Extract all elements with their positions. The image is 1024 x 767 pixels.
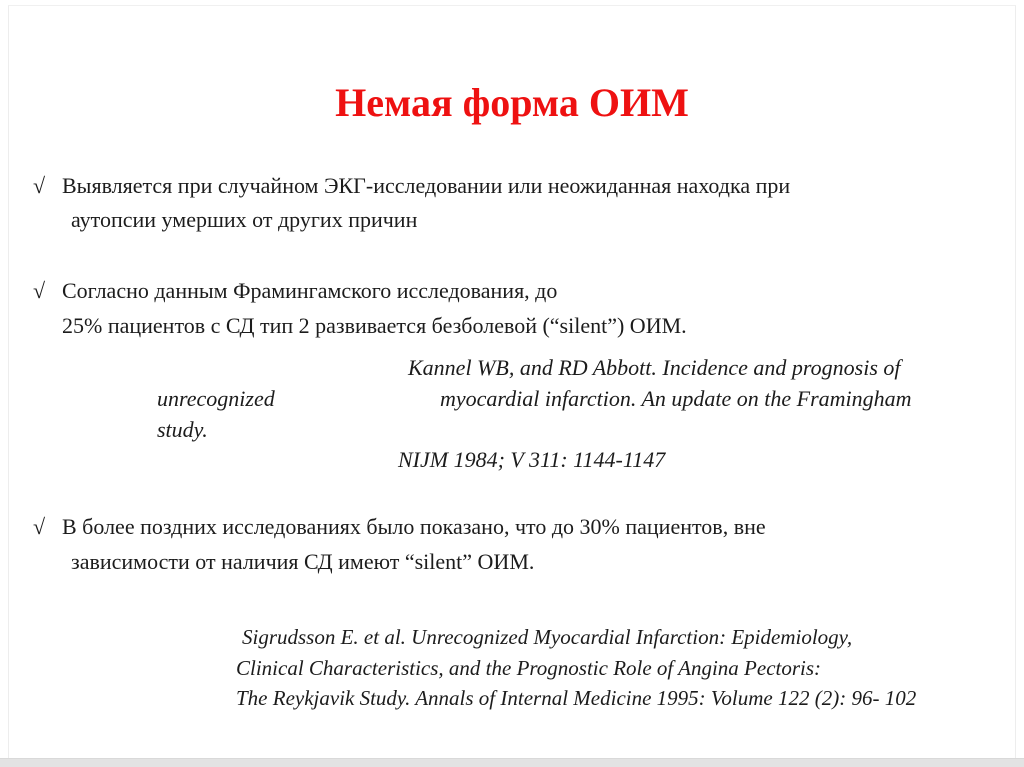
bullet-mark: √ [33,514,46,539]
bullet-2-line-1: Согласно данным Фрамингамского исследования, до [62,278,558,303]
citation-kannel-line-1: Kannel WB, and RD Abbott. Incidence and prognosis of [408,355,901,380]
citation-sigrudsson-line-3: The Reykjavik Study. Annals of Internal Medicine 1995: Volume 122 (2): 96- 102 [236,686,917,710]
page-title: Немая форма ОИМ [335,79,689,125]
citation-kannel-line-2a: unrecognized [157,386,275,411]
bullet-1-line-2: аутопсии умерших от других причин [71,207,418,232]
bullet-2-line-2: 25% пациентов с СД тип 2 развивается безболевой (“silent”) ОИМ. [62,313,687,338]
citation-kannel-line-4: NIJM 1984; V 311: 1144-1147 [398,447,666,472]
bottom-strip [0,758,1024,767]
bullet-3-line-1: В более поздних исследованиях было показано, что до 30% пациентов, вне [62,514,766,539]
bullet-1-line-1: Выявляется при случайном ЭКГ-исследовании или неожиданная находка при [62,173,791,198]
bullet-mark: √ [33,278,46,303]
bullet-3-line-2: зависимости от наличия СД имеют “silent” ОИМ. [71,549,535,574]
citation-sigrudsson-line-2: Clinical Characteristics, and the Prognostic Role of Angina Pectoris: [236,656,822,680]
bullet-mark: √ [33,173,46,198]
citation-kannel-line-3: study. [157,417,208,442]
citation-sigrudsson-line-1: Sigrudsson E. et al. Unrecognized Myocardial Infarction: Epidemiology, [242,625,853,649]
citation-kannel-line-2b: myocardial infarction. An update on the Framingham [440,386,912,411]
